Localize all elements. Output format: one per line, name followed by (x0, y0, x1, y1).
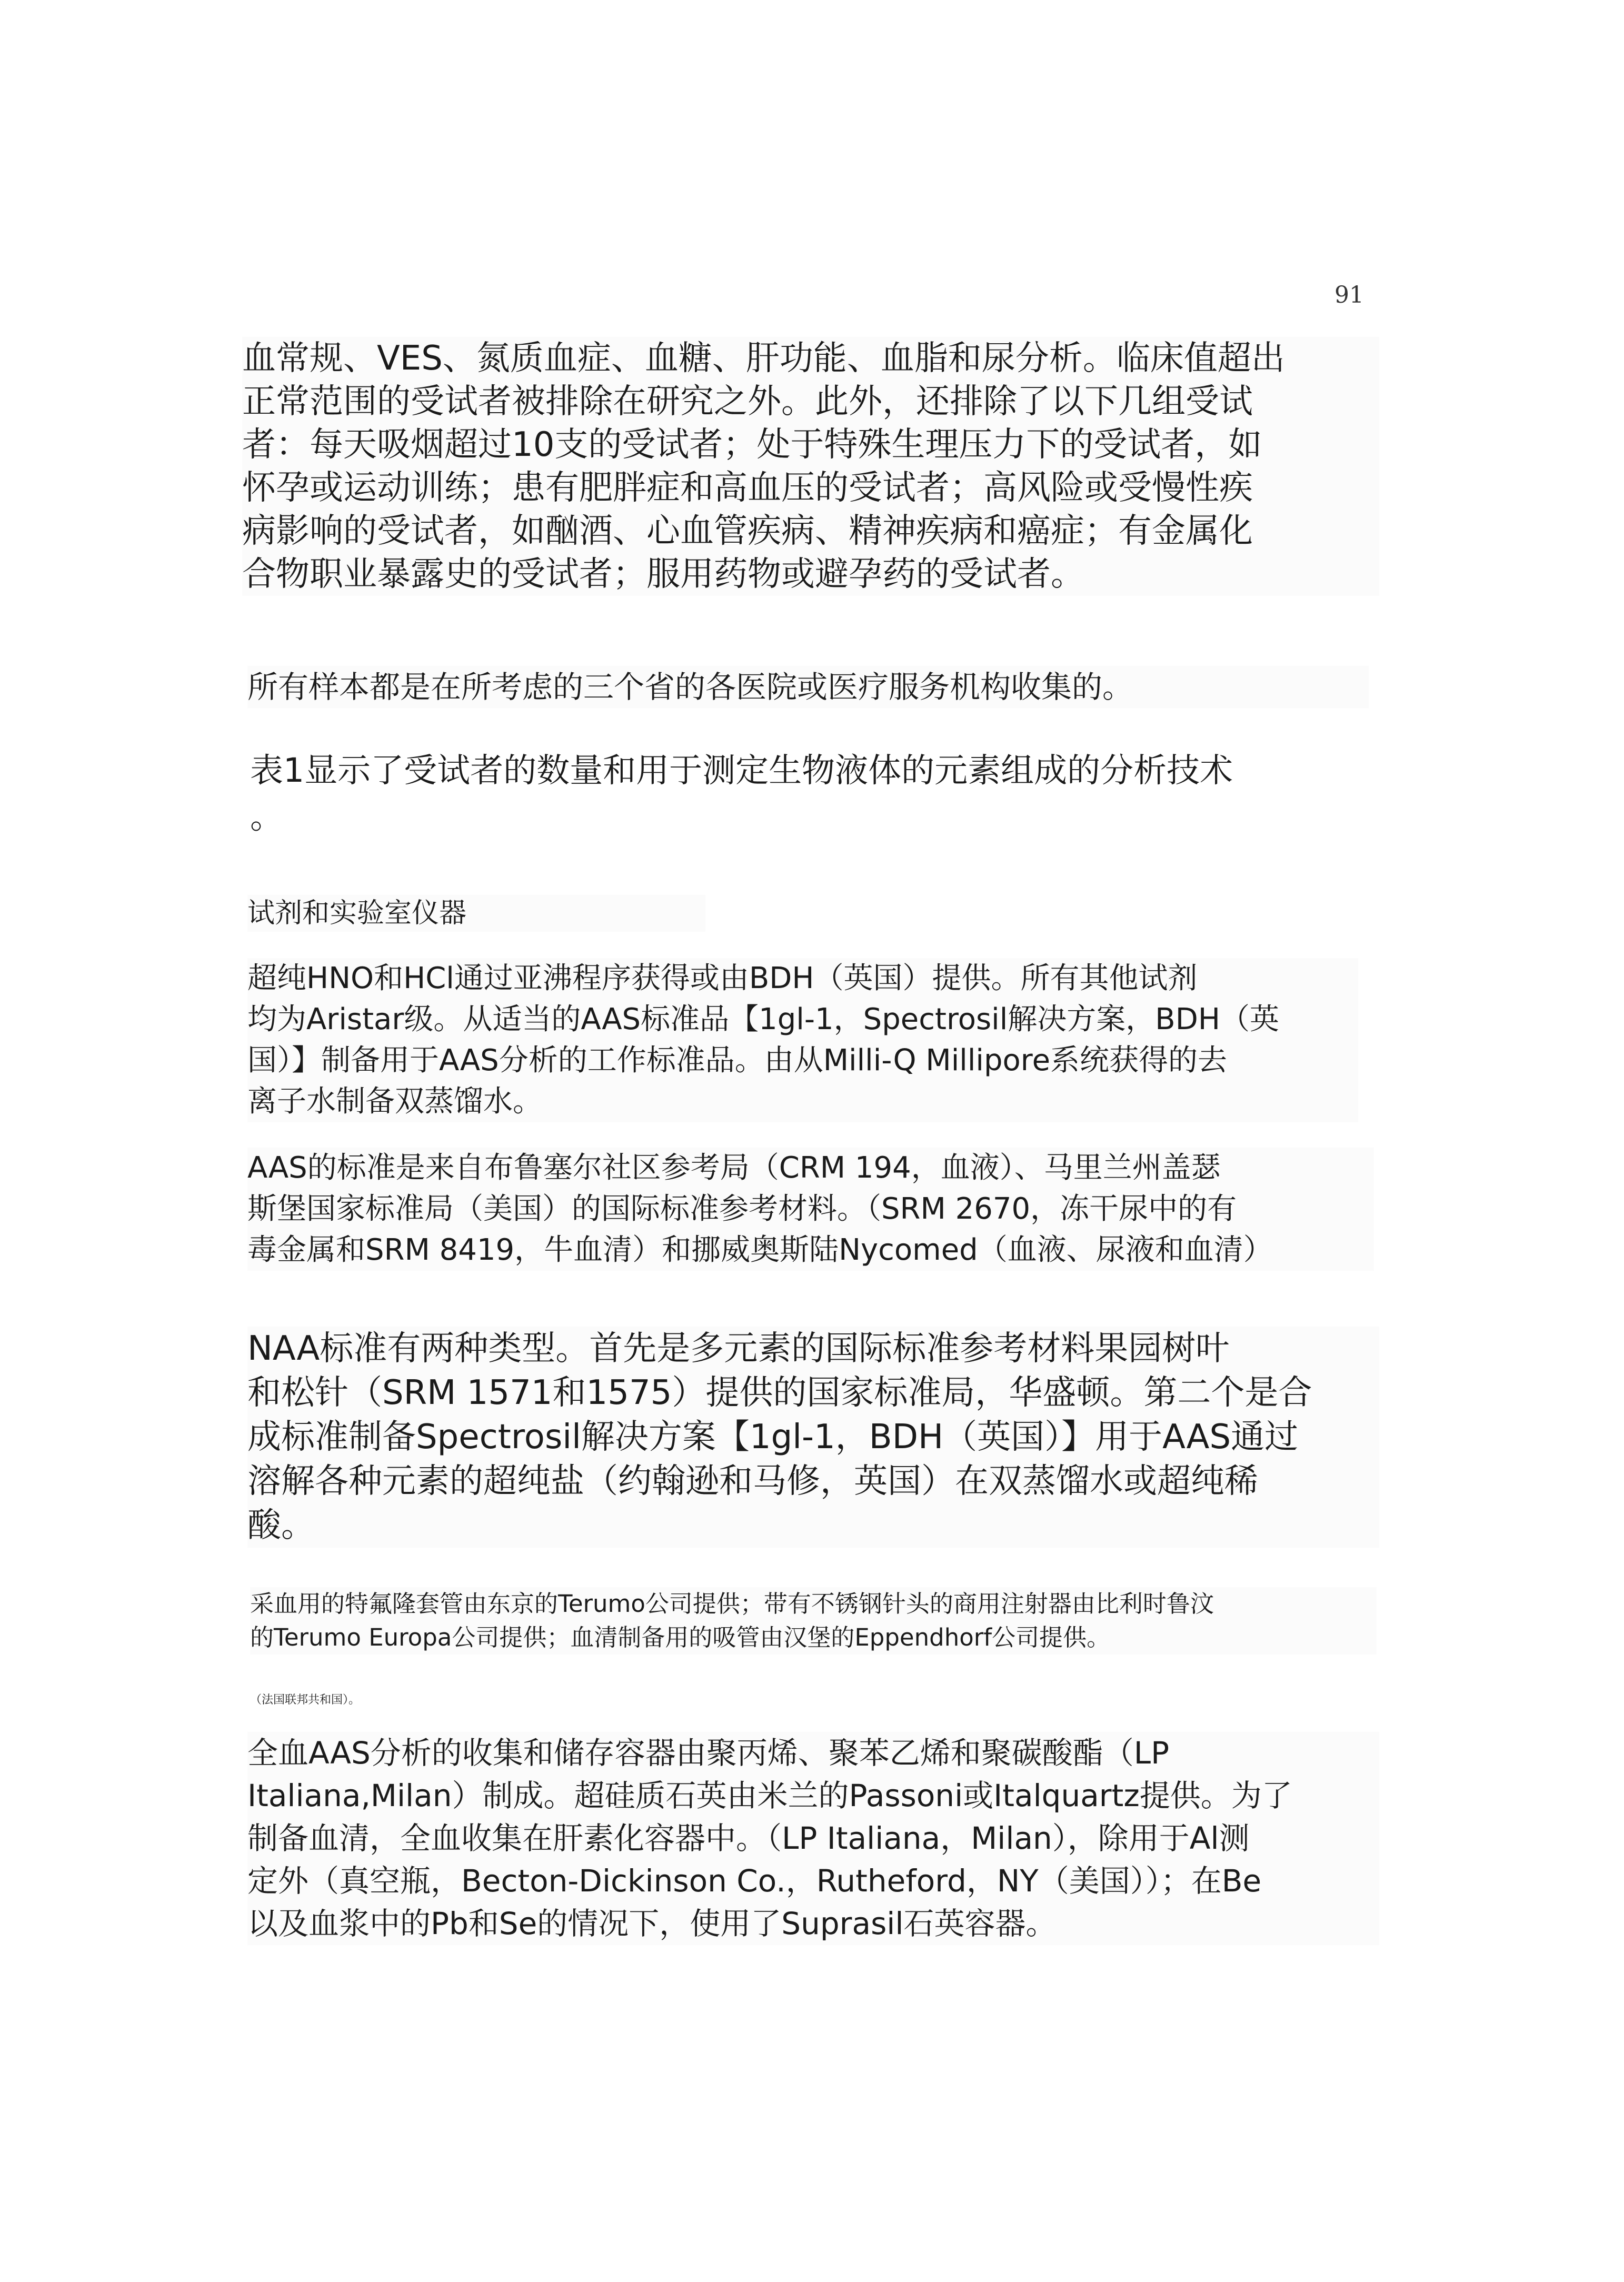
paragraph-blood-sampling-equipment: 采血用的特氟隆套管由东京的Terumo公司提供；带有不锈钢针头的商用注射器由比利时鲁汶 的Terumo Europa公司提供；血清制备用的吸管由汉堡的Eppendhorf公司提供。 (250, 1587, 1377, 1655)
page-number: 91 (1334, 282, 1364, 308)
paragraph-exclusion-criteria: 血常规、VES、氮质血症、血糖、肝功能、血脂和尿分析。临床值超出 正常范围的受试者被排除在研究之外。此外，还排除了以下几组受试 者：每天吸烟超过10支的受试者；处于特殊生理压力下的受试者，如 怀孕或运动训练；患有肥胖症和高血压的受试者；高风险或受慢性疾 病影响的受试者，如酗酒、心血管疾病、精神疾病和癌症；有金属化 合物职业暴露史的受试者；服用药物或避孕药的受试者。 (242, 337, 1379, 596)
paragraph-storage-containers: 全血AAS分析的收集和储存容器由聚丙烯、聚苯乙烯和聚碳酸酯（LP Italiana,Milan）制成。超硅质石英由米兰的Passoni或Italquartz提供。为了 制备血清，全血收集在肝素化容器中。（LP Italiana，Milan），除用于Al测 定外（真空瓶，Becton-Dickinson Co.，Rutheford，NY（美国））；在Be 以及血浆中的Pb和Se的情况下，使用了Suprasil石英容器。 (247, 1732, 1379, 1945)
paragraph-table1-description: 表1显示了受试者的数量和用于测定生物液体的元素组成的分析技术 。 (250, 751, 1233, 836)
paragraph-ultrapure-reagents: 超纯HNO和HCl通过亚沸程序获得或由BDH（英国）提供。所有其他试剂 均为Aristar级。从适当的AAS标准品【1gl-1，Spectrosil解决方案，BDH（英 国）】制备用于AAS分析的工作标准品。由从Milli-Q Millipore系统获得的去 离子水制备双蒸馏水。 (247, 958, 1358, 1122)
paragraph-sample-collection: 所有样本都是在所考虑的三个省的各医院或医疗服务机构收集的。 (247, 666, 1369, 708)
paragraph-naa-standards: NAA标准有两种类型。首先是多元素的国际标准参考材料果园树叶 和松针（SRM 1571和1575）提供的国家标准局，华盛顿。第二个是合 成标准制备Spectrosil解决方案【1gl-1，BDH（英国）】用于AAS通过 溶解各种元素的超纯盐（约翰逊和马修，英国）在双蒸馏水或超纯稀 酸。 (247, 1327, 1379, 1548)
paragraph-aas-standards: AAS的标准是来自布鲁塞尔社区参考局（CRM 194，血液）、马里兰州盖瑟 斯堡国家标准局（美国）的国际标准参考材料。（SRM 2670，冻干尿中的有 毒金属和SRM 8419，牛血清）和挪威奥斯陆Nycomed（血液、尿液和血清） (247, 1148, 1374, 1271)
footnote: （法国联邦共和国）。 (250, 1693, 361, 1707)
section-heading-reagents: 试剂和实验室仪器 (247, 895, 705, 932)
